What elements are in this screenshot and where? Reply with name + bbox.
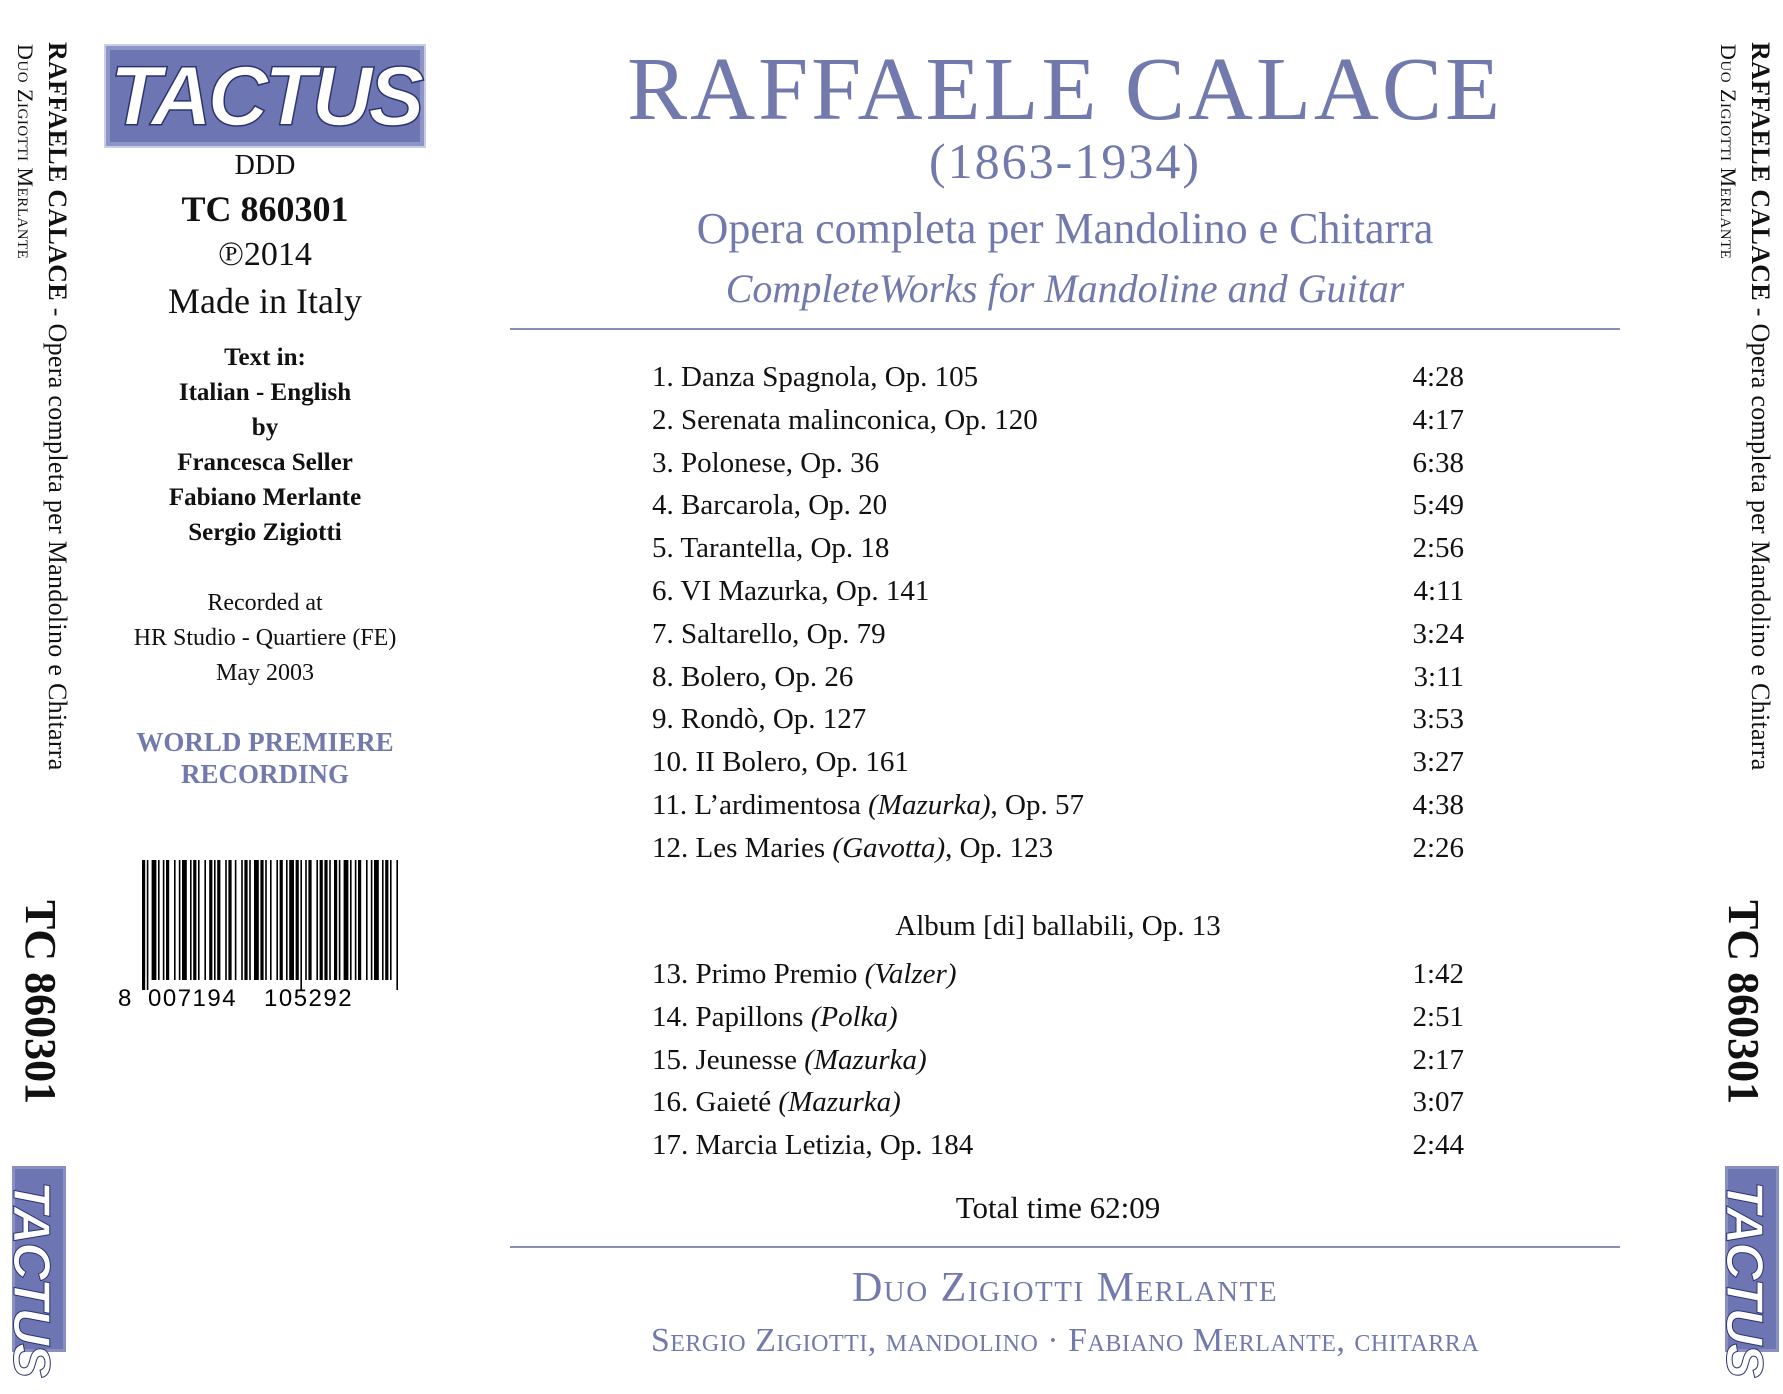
barcode-bars <box>142 860 398 990</box>
ensemble-name: Duo Zigiotti Merlante <box>851 1265 1279 1311</box>
premiere-line: WORLD PREMIERE <box>136 727 394 757</box>
track-row <box>652 784 1464 827</box>
spine-composer-right: RAFFAELE CALACE <box>1746 42 1775 301</box>
barcode-bar <box>390 860 392 980</box>
track-form: (Mazurka) <box>804 1043 927 1076</box>
recording-info <box>106 586 424 691</box>
barcode-bar <box>339 860 341 980</box>
barcode-bar <box>320 860 323 980</box>
barcode-bar <box>371 860 373 980</box>
track-title <box>652 703 866 735</box>
barcode <box>116 860 406 1010</box>
track-title <box>652 404 1038 436</box>
track-form: (Polka) <box>810 1000 898 1033</box>
track-opus: , Op. 57 <box>990 788 1084 821</box>
track-title-text: 8. Bolero, Op. 26 <box>652 660 854 693</box>
track-title-text: 14. Papillons <box>652 1000 811 1033</box>
text-languages: Italian - English <box>178 379 352 406</box>
track-row <box>652 741 1464 784</box>
track-row <box>652 399 1464 442</box>
barcode-bar <box>358 860 361 980</box>
track-title-text: 3. Polonese, Op. 36 <box>652 446 880 479</box>
track-title <box>652 1001 898 1033</box>
track-row <box>652 698 1464 741</box>
track-title-text: 2. Serenata malinconica, Op. 120 <box>652 403 1038 436</box>
barcode-bar <box>142 860 145 990</box>
spine-logo-right <box>1715 1166 1779 1377</box>
track-title-text: 15. Jeunesse <box>652 1043 805 1076</box>
spine-separator-right: - <box>1746 300 1775 324</box>
track-title-text: 17. Marcia Letizia, Op. 184 <box>652 1129 974 1162</box>
track-list <box>652 356 1464 870</box>
barcode-bar <box>334 860 337 980</box>
premiere-line: RECORDING <box>180 759 349 789</box>
barcode-bar <box>270 860 272 980</box>
barcode-bar <box>163 860 165 980</box>
track-title <box>652 832 1053 864</box>
spine-title-right <box>1745 42 1775 771</box>
track-row <box>652 527 1464 570</box>
track-form: (Mazurka) <box>868 788 991 821</box>
barcode-bar <box>300 860 302 990</box>
barcode-bar <box>254 860 259 980</box>
track-title-text: 11. L’ardimentosa <box>652 788 869 821</box>
barcode-bar <box>147 860 149 990</box>
track-title-text: 7. Saltarello, Op. 79 <box>652 617 886 650</box>
track-title <box>652 489 887 521</box>
track-duration: 3:24 <box>1412 617 1464 650</box>
track-title-text: 5. Tarantella, Op. 18 <box>652 532 890 565</box>
barcode-right-digits: 105292 <box>264 985 354 1010</box>
barcode-bar <box>280 860 283 980</box>
phonogram-year: ℗2014 <box>218 236 312 273</box>
barcode-bar <box>158 860 160 980</box>
album-heading: Album [di] ballabili, Op. 13 <box>895 910 1221 942</box>
barcode-bar <box>152 860 157 980</box>
track-duration: 5:49 <box>1412 489 1464 522</box>
album-track-list <box>652 953 1464 1167</box>
barcode-bar <box>190 860 192 980</box>
track-opus: , Op. 123 <box>945 831 1054 864</box>
track-form: (Gavotta) <box>832 831 946 864</box>
barcode-bar <box>214 860 216 980</box>
spine-work-title: Opera completa per Mandolino e Chitarra <box>43 323 72 771</box>
text-author: Francesca Seller <box>177 449 353 476</box>
track-duration: 6:38 <box>1412 446 1464 479</box>
text-in-label: Text in: <box>224 344 306 371</box>
bottom-divider <box>510 1246 1620 1248</box>
track-title-text: 12. Les Maries <box>652 831 833 864</box>
track-duration: 2:44 <box>1412 1129 1464 1162</box>
track-duration: 3:53 <box>1412 703 1464 736</box>
tactus-logo <box>106 46 424 146</box>
track-title <box>652 447 879 479</box>
track-title <box>652 1129 973 1161</box>
barcode-bar <box>296 860 299 980</box>
total-time: Total time 62:09 <box>955 1190 1161 1225</box>
track-row <box>652 356 1464 399</box>
spine-logo-text-right: TACTUS <box>1715 1181 1773 1377</box>
spine-logo-text: TACTUS <box>2 1181 60 1377</box>
text-author: Sergio Zigiotti <box>188 519 342 546</box>
recording-date: May 2003 <box>216 660 314 686</box>
track-row <box>652 1124 1464 1167</box>
track-duration: 2:17 <box>1412 1043 1464 1076</box>
track-row <box>652 484 1464 527</box>
barcode-bar <box>249 860 251 980</box>
right-spine <box>1703 0 1783 1394</box>
subtitle-english: CompleteWorks for Mandoline and Guitar <box>725 266 1405 311</box>
barcode-bar <box>174 860 176 980</box>
track-title <box>652 1086 901 1118</box>
spine-ensemble: Duo Zigiotti Merlante <box>13 44 38 260</box>
barcode-bar <box>265 860 267 980</box>
barcode-bar <box>217 860 220 980</box>
track-row <box>652 570 1464 613</box>
track-title <box>652 532 889 564</box>
track-title-text: 9. Rondò, Op. 127 <box>652 703 867 736</box>
track-duration: 4:38 <box>1412 788 1464 821</box>
track-row <box>652 1081 1464 1124</box>
barcode-bar <box>286 860 288 980</box>
composer-name: RAFFAELE CALACE <box>627 40 1503 139</box>
track-row <box>652 656 1464 699</box>
track-title-text: 13. Primo Premio <box>652 958 865 990</box>
spine-title <box>42 42 72 771</box>
barcode-bar <box>241 860 243 980</box>
track-duration: 3:27 <box>1412 746 1464 779</box>
text-by: by <box>251 414 279 441</box>
recording-studio: HR Studio - Quartiere (FE) <box>133 625 397 651</box>
track-duration: 4:17 <box>1412 403 1464 436</box>
track-title <box>652 746 909 778</box>
barcode-bar <box>179 860 181 980</box>
barcode-bar <box>204 860 206 980</box>
track-duration: 3:07 <box>1412 1086 1464 1119</box>
spine-composer: RAFFAELE CALACE <box>43 42 72 301</box>
barcode-bar <box>198 860 200 980</box>
track-duration: 2:56 <box>1412 532 1464 565</box>
barcode-bar <box>276 860 278 980</box>
track-form: (Valzer) <box>864 958 957 990</box>
left-spine <box>0 0 80 1394</box>
barcode-bar <box>324 860 327 980</box>
track-row <box>652 953 1464 996</box>
track-duration: 2:51 <box>1412 1000 1464 1033</box>
track-row <box>652 827 1464 870</box>
barcode-bar <box>166 860 169 980</box>
track-duration: 4:28 <box>1412 361 1464 393</box>
barcode-bar <box>308 860 311 980</box>
track-title <box>652 661 853 693</box>
track-duration: 3:11 <box>1413 660 1464 693</box>
track-title-text: 16. Gaieté <box>652 1086 779 1119</box>
top-divider <box>510 328 1620 330</box>
made-in: Made in Italy <box>168 281 362 321</box>
barcode-bar <box>396 860 398 990</box>
barcode-bar <box>350 860 352 980</box>
catalog-number: TC 860301 <box>181 189 349 229</box>
track-row <box>652 1039 1464 1082</box>
barcode-bar <box>366 860 368 980</box>
barcode-bar <box>316 860 318 980</box>
barcode-bar <box>225 860 227 980</box>
barcode-bar <box>305 860 307 980</box>
barcode-first-digit: 8 <box>118 985 132 1010</box>
barcode-bar <box>385 860 388 980</box>
track-title <box>652 575 929 607</box>
track-title-text: 10. II Bolero, Op. 161 <box>652 746 909 779</box>
world-premiere-badge <box>106 726 424 790</box>
composer-dates: (1863-1934) <box>929 133 1201 189</box>
logo-text: TACTUS <box>110 49 421 143</box>
track-duration: 2:26 <box>1412 831 1464 864</box>
barcode-bar <box>193 860 196 980</box>
track-row <box>652 442 1464 485</box>
track-title <box>652 361 978 393</box>
track-duration: 1:42 <box>1412 958 1464 990</box>
barcode-bar <box>382 860 384 980</box>
barcode-bar <box>260 860 263 980</box>
barcode-bar <box>374 860 379 980</box>
spine-catalog: TC 860301 <box>16 900 65 1105</box>
spine-logo <box>2 1166 66 1377</box>
performers: Sergio Zigiotti, mandolino · Fabiano Merlante, chitarra <box>650 1322 1480 1359</box>
track-title <box>652 789 1084 821</box>
track-row <box>652 996 1464 1039</box>
spine-separator: - <box>43 300 72 324</box>
barcode-bar <box>344 860 349 980</box>
spine-ensemble-right: Duo Zigiotti Merlante <box>1716 44 1741 260</box>
recording-type: DDD <box>234 150 296 181</box>
track-title <box>652 958 957 990</box>
barcode-left-digits: 007194 <box>148 985 238 1010</box>
barcode-bar <box>182 860 187 980</box>
track-duration: 4:11 <box>1413 574 1464 607</box>
text-author: Fabiano Merlante <box>168 484 362 511</box>
track-form: (Mazurka) <box>778 1086 901 1119</box>
recorded-at-label: Recorded at <box>207 590 323 616</box>
track-title-text: 1. Danza Spagnola, Op. 105 <box>652 361 979 393</box>
track-title-text: 6. VI Mazurka, Op. 141 <box>652 574 930 607</box>
text-credits <box>106 340 424 550</box>
track-row <box>652 613 1464 656</box>
barcode-bar <box>209 860 212 980</box>
barcode-bar <box>228 860 231 980</box>
barcode-bar <box>244 860 247 980</box>
track-title <box>652 1044 927 1076</box>
spine-work-title-right: Opera completa per Mandolino e Chitarra <box>1746 323 1775 771</box>
barcode-bar <box>355 860 357 980</box>
barcode-bar <box>235 860 237 980</box>
subtitle-italian: Opera completa per Mandolino e Chitarra <box>696 204 1434 253</box>
track-title-text: 4. Barcarola, Op. 20 <box>652 489 888 522</box>
track-title <box>652 618 886 650</box>
spine-catalog-right: TC 860301 <box>1719 900 1768 1105</box>
barcode-bar <box>329 860 331 980</box>
barcode-bar <box>289 860 294 980</box>
